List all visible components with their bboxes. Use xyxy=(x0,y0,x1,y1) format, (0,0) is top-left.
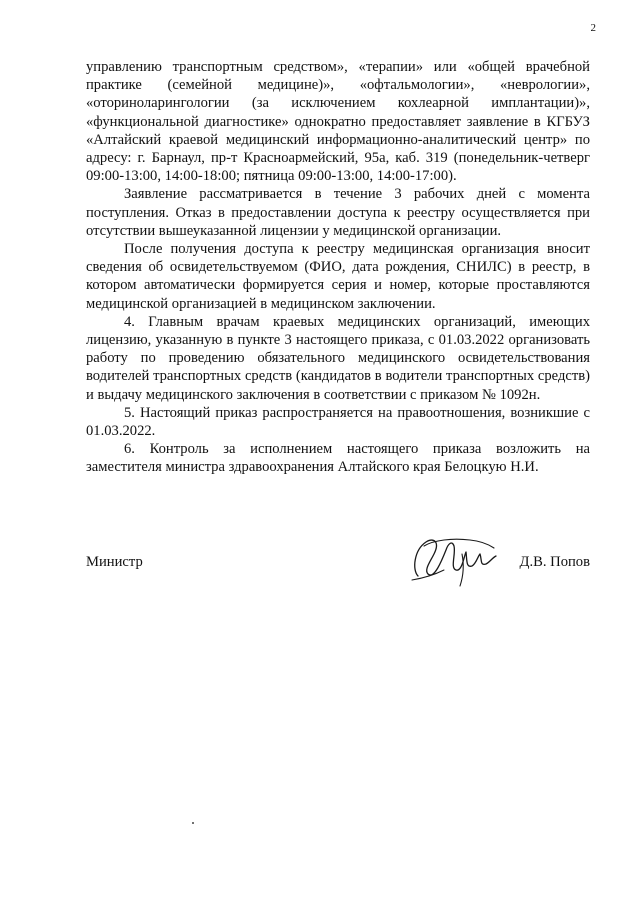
paragraph-registry-entry: После получения доступа к реестру медицинская организация вносит сведения об освидетельствуемом (ФИО, дата рождения, СНИЛС) в реестр, в котором автоматически формируется серия и номер, которые проставляются медицинской организацией в медицинском заключении. xyxy=(86,241,590,312)
paragraph-item-6: 6. Контроль за исполнением настоящего приказа возложить на заместителя министра здравоохранения Алтайского края Белоцкую Н.И. xyxy=(86,441,590,476)
paragraph-item-4: 4. Главным врачам краевых медицинских организаций, имеющих лицензию, указанную в пункте 3 настоящего приказа, с 01.03.2022 организовать работу по проведению обязательного медицинского освидетельствования водителей транспортных средств (кандидатов в водители транспортных средств) и выдачу медицинского заключения в соответствии с приказом № 1092н. xyxy=(86,313,590,403)
signature-block xyxy=(86,530,590,600)
paragraph-review-period: Заявление рассматривается в течение 3 рабочих дней с момента поступления. Отказ в предоставлении доступа к реестру осуществляется при отсутствии вышеуказанной лицензии у медицинской организации. xyxy=(86,186,590,239)
scan-speck xyxy=(192,822,194,824)
page-number: 2 xyxy=(590,22,596,34)
document-body xyxy=(86,58,590,477)
handwritten-signature xyxy=(404,530,504,590)
paragraph-item-5: 5. Настоящий приказ распространяется на правоотношения, возникшие с 01.03.2022. xyxy=(86,404,590,440)
signatory-role: Министр xyxy=(86,554,143,570)
paragraph-continuation: управлению транспортным средством», «терапии» или «общей врачебной практике (семейной медицине)», «офтальмологии», «неврологии», «оториноларингологии (за исключением кохлеарной имплантации)», «функциональной диагностике» однократно предоставляет заявление в КГБУЗ «Алтайский краевой медицинский информационно-аналитический центр» по адресу: г. Барнаул, пр-т Красноармейский, 95а, каб. 319 (понедельник-четверг 09:00-13:00, 14:00-18:00; пятница 09:00-13:00, 14:00-17:00). xyxy=(86,59,590,185)
signatory-name: Д.В. Попов xyxy=(519,554,590,570)
